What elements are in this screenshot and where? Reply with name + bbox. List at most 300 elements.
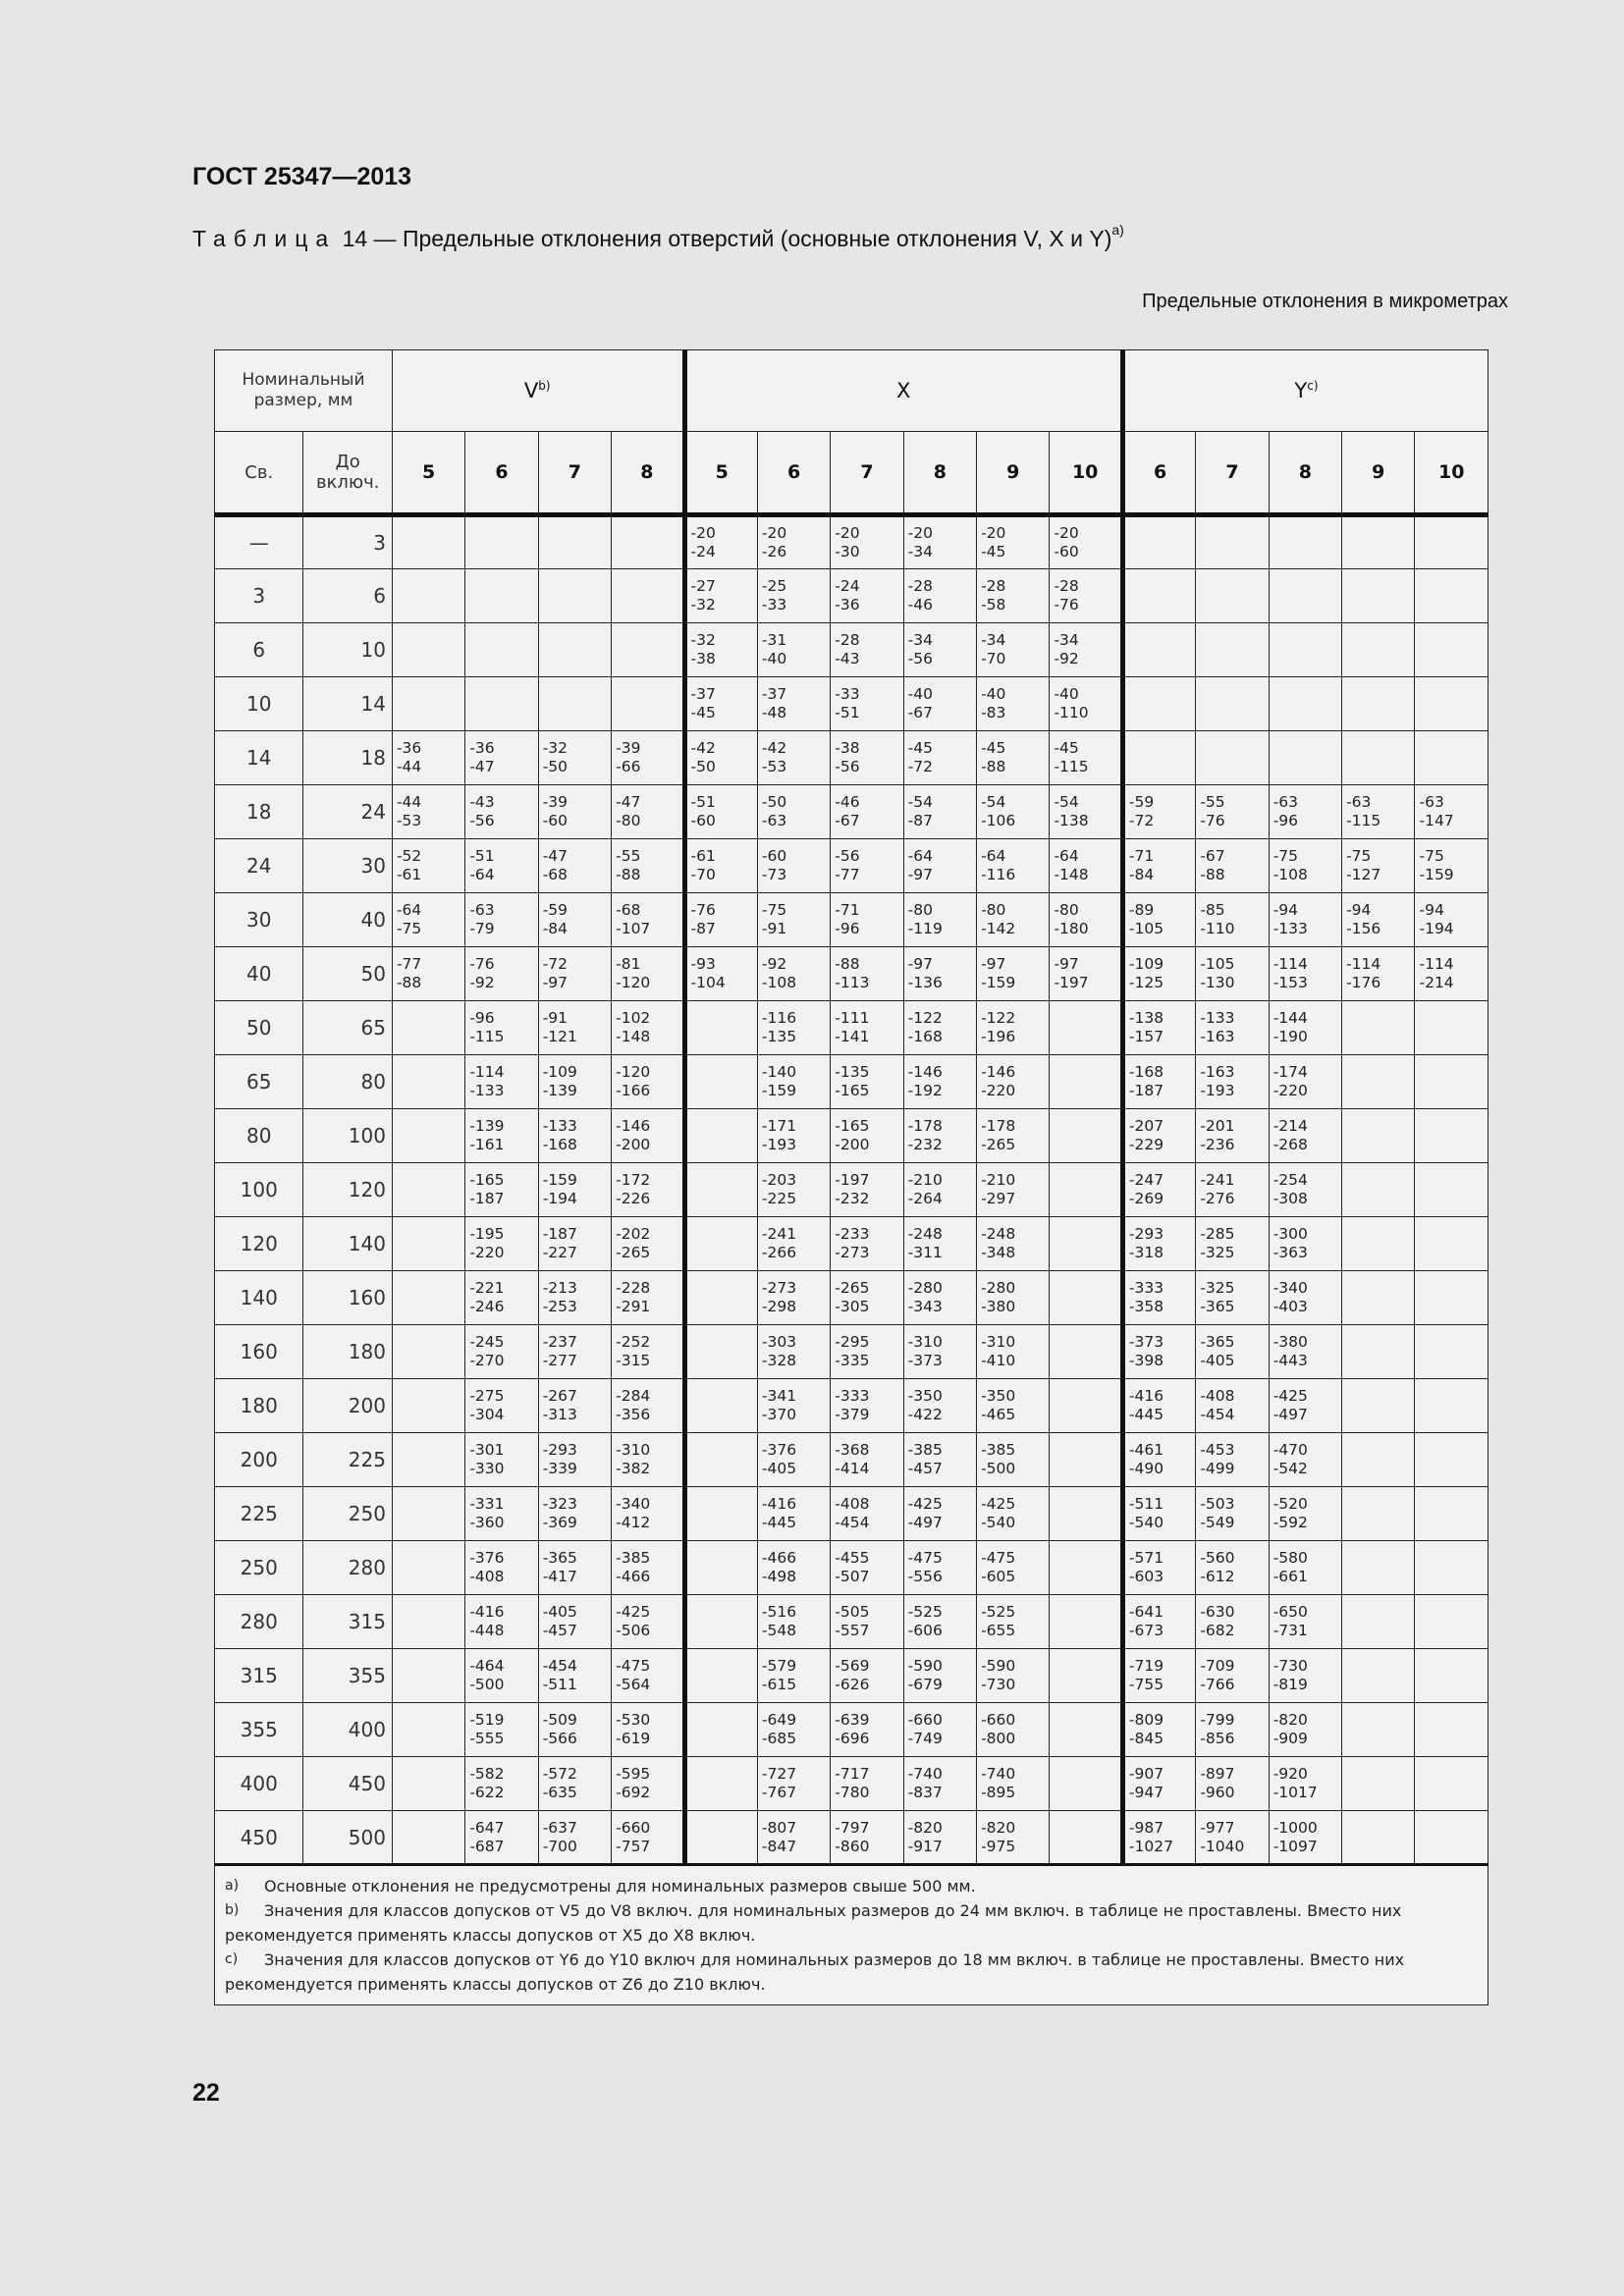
table-row	[215, 1595, 1489, 1649]
upper-deviation: -660	[907, 1711, 943, 1729]
lower-deviation: -548	[761, 1622, 797, 1639]
deviation-cell	[684, 1163, 757, 1217]
upper-deviation: -797	[835, 1818, 870, 1837]
lower-deviation: -276	[1200, 1190, 1235, 1207]
lower-deviation: -313	[542, 1406, 577, 1423]
table-row	[215, 1487, 1489, 1541]
deviation-cell	[757, 515, 830, 569]
upper-deviation: -323	[542, 1495, 577, 1513]
lower-deviation: -88	[396, 974, 422, 991]
lower-deviation: -66	[616, 758, 641, 775]
deviation-cell	[1415, 893, 1489, 947]
lower-deviation: -51	[835, 704, 860, 721]
deviation-cell	[538, 731, 611, 785]
upper-deviation: -293	[542, 1441, 577, 1459]
deviation-cell	[684, 515, 757, 569]
deviation-cell	[684, 1433, 757, 1487]
deviation-cell	[538, 1703, 611, 1757]
deviation-cell	[757, 677, 830, 731]
lower-deviation: -168	[542, 1136, 577, 1153]
deviation-cell	[1269, 839, 1341, 893]
lower-deviation: -60	[690, 812, 716, 829]
lower-deviation: -168	[907, 1028, 943, 1045]
upper-deviation: -75	[1419, 847, 1444, 865]
deviation-cell	[1196, 1163, 1269, 1217]
deviation-cell	[977, 731, 1050, 785]
upper-deviation: -67	[1200, 847, 1225, 865]
upper-deviation: -247	[1128, 1171, 1164, 1189]
lower-deviation: -305	[835, 1298, 870, 1315]
deviation-cell	[831, 947, 903, 1001]
deviation-cell	[1342, 1811, 1415, 1865]
deviation-cell	[1196, 1649, 1269, 1703]
lower-deviation: -265	[981, 1136, 1016, 1153]
deviation-cell	[1269, 1109, 1341, 1163]
grade-header: 10	[1415, 432, 1489, 515]
table-row	[215, 1163, 1489, 1217]
upper-deviation: -63	[1272, 793, 1299, 811]
deviation-cell	[1050, 731, 1122, 785]
deviation-cell	[1122, 515, 1195, 569]
deviation-cell	[392, 569, 464, 623]
upper-deviation: -93	[690, 955, 716, 973]
deviation-cell	[1342, 1325, 1415, 1379]
upper-deviation: -144	[1272, 1009, 1308, 1027]
lower-deviation: -373	[907, 1352, 943, 1369]
size-from-cell: 30	[215, 893, 303, 947]
deviation-cell	[1050, 1325, 1122, 1379]
upper-deviation: -54	[1054, 793, 1079, 811]
deviation-cell	[465, 569, 538, 623]
deviation-cell	[1196, 1541, 1269, 1595]
deviation-cell	[831, 1433, 903, 1487]
upper-deviation: -64	[396, 901, 422, 919]
upper-deviation: -293	[1128, 1225, 1164, 1243]
deviation-cell	[612, 1271, 684, 1325]
upper-deviation: -365	[1200, 1333, 1235, 1351]
deviation-cell	[1415, 1055, 1489, 1109]
upper-deviation: -45	[1054, 739, 1079, 757]
deviation-cell	[1196, 1379, 1269, 1433]
lower-deviation: -500	[469, 1676, 505, 1693]
upper-deviation: -503	[1200, 1495, 1235, 1513]
lower-deviation: -856	[1200, 1730, 1235, 1747]
deviation-cell	[831, 1487, 903, 1541]
upper-deviation: -20	[1054, 524, 1079, 542]
deviation-cell	[977, 839, 1050, 893]
size-from-cell: —	[215, 515, 303, 569]
deviation-cell	[1342, 623, 1415, 677]
deviation-cell	[684, 1703, 757, 1757]
page-number: 22	[192, 2079, 220, 2107]
lower-deviation: -443	[1272, 1352, 1308, 1369]
size-from-cell: 18	[215, 785, 303, 839]
upper-deviation: -178	[981, 1117, 1016, 1135]
group-note-mark: b)	[538, 379, 551, 393]
deviation-cell	[1050, 839, 1122, 893]
deviation-cell	[977, 1595, 1050, 1649]
group-note-mark: c)	[1307, 379, 1319, 393]
upper-deviation: -519	[469, 1711, 505, 1729]
lower-deviation: -273	[835, 1244, 870, 1261]
upper-deviation: -466	[761, 1549, 797, 1567]
upper-deviation: -740	[907, 1765, 943, 1783]
lower-deviation: -87	[690, 920, 716, 937]
lower-deviation: -506	[616, 1622, 651, 1639]
group-name: Y	[1294, 379, 1308, 402]
deviation-cell	[1269, 1433, 1341, 1487]
lower-deviation: -673	[1128, 1622, 1164, 1639]
deviation-cell	[1122, 1271, 1195, 1325]
deviation-cell	[1122, 839, 1195, 893]
deviation-cell	[1342, 731, 1415, 785]
deviation-cell	[1342, 1595, 1415, 1649]
deviation-cell	[1415, 1811, 1489, 1865]
deviation-cell	[465, 1325, 538, 1379]
deviation-cell	[1122, 1649, 1195, 1703]
deviation-cell	[612, 1109, 684, 1163]
upper-deviation: -146	[907, 1063, 943, 1081]
deviation-cell	[757, 893, 830, 947]
deviation-cell	[1050, 1163, 1122, 1217]
lower-deviation: -200	[835, 1136, 870, 1153]
size-to-cell: 10	[303, 623, 392, 677]
upper-deviation: -20	[761, 524, 787, 542]
deviation-cell	[831, 1109, 903, 1163]
deviation-cell	[392, 1541, 464, 1595]
upper-deviation: -91	[542, 1009, 568, 1027]
deviation-cell	[757, 1217, 830, 1271]
deviation-cell	[903, 1757, 976, 1811]
lower-deviation: -84	[542, 920, 568, 937]
deviation-cell	[903, 1541, 976, 1595]
deviation-cell	[538, 1001, 611, 1055]
upper-deviation: -97	[907, 955, 933, 973]
lower-deviation: -1027	[1128, 1837, 1173, 1855]
deviation-cell	[392, 893, 464, 947]
upper-deviation: -579	[761, 1657, 797, 1675]
deviation-cell	[977, 1379, 1050, 1433]
lower-deviation: -50	[690, 758, 716, 775]
lower-deviation: -148	[616, 1028, 651, 1045]
upper-deviation: -237	[542, 1333, 577, 1351]
upper-deviation: -36	[469, 739, 495, 757]
nominal-size-header: Номинальный размер, мм	[215, 350, 393, 432]
deviation-cell	[1415, 677, 1489, 731]
upper-deviation: -740	[981, 1765, 1016, 1783]
deviation-cell	[392, 1757, 464, 1811]
deviation-cell	[392, 1703, 464, 1757]
deviation-cell	[831, 1757, 903, 1811]
lower-deviation: -325	[1200, 1244, 1235, 1261]
upper-deviation: -109	[542, 1063, 577, 1081]
footnote-label: b)	[225, 1902, 240, 1918]
lower-deviation: -845	[1128, 1730, 1164, 1747]
deviation-cell	[1342, 1487, 1415, 1541]
deviation-cell	[977, 1055, 1050, 1109]
deviation-cell	[1196, 1757, 1269, 1811]
upper-deviation: -97	[1054, 955, 1079, 973]
upper-deviation: -172	[616, 1171, 651, 1189]
upper-deviation: -301	[469, 1441, 505, 1459]
lower-deviation: -564	[616, 1676, 651, 1693]
deviation-cell	[1415, 1325, 1489, 1379]
upper-deviation: -33	[835, 685, 860, 703]
deviation-cell	[392, 515, 464, 569]
lower-deviation: -133	[469, 1082, 505, 1099]
deviation-cell	[1269, 677, 1341, 731]
deviation-cell	[538, 1541, 611, 1595]
deviation-cell	[831, 569, 903, 623]
deviation-cell	[612, 731, 684, 785]
lower-deviation: -749	[907, 1730, 943, 1747]
deviation-cell	[1050, 1811, 1122, 1865]
deviation-cell	[757, 1271, 830, 1325]
deviation-cell	[831, 677, 903, 731]
deviation-cell	[757, 731, 830, 785]
upper-deviation: -280	[981, 1279, 1016, 1297]
upper-deviation: -717	[835, 1765, 870, 1783]
deviation-cell	[1196, 1001, 1269, 1055]
lower-deviation: -445	[761, 1514, 797, 1531]
lower-deviation: -148	[1054, 866, 1089, 883]
lower-deviation: -200	[616, 1136, 651, 1153]
table-notes	[215, 1865, 1489, 2005]
upper-deviation: -590	[981, 1657, 1016, 1675]
caption-note-mark: a)	[1111, 222, 1124, 238]
upper-deviation: -59	[542, 901, 568, 919]
deviation-cell	[684, 623, 757, 677]
deviation-cell	[538, 1379, 611, 1433]
upper-deviation: -907	[1128, 1765, 1164, 1783]
deviation-cell	[465, 1757, 538, 1811]
lower-deviation: -72	[1128, 812, 1155, 829]
grade-header: 8	[1269, 432, 1341, 515]
lower-deviation: -445	[1128, 1406, 1164, 1423]
deviation-cell	[1415, 731, 1489, 785]
deviation-cell	[1196, 1217, 1269, 1271]
deviation-cell	[1122, 1595, 1195, 1649]
upper-deviation: -660	[981, 1711, 1016, 1729]
lower-deviation: -692	[616, 1784, 651, 1801]
lower-deviation: -612	[1200, 1568, 1235, 1585]
size-to-cell: 180	[303, 1325, 392, 1379]
deviation-cell	[612, 1757, 684, 1811]
upper-deviation: -807	[761, 1818, 797, 1837]
deviation-cell	[1050, 1595, 1122, 1649]
lower-deviation: -192	[907, 1082, 943, 1099]
upper-deviation: -51	[469, 847, 495, 865]
upper-deviation: -376	[469, 1549, 505, 1567]
deviation-cell	[538, 1217, 611, 1271]
deviation-cell	[392, 623, 464, 677]
size-to-cell: 355	[303, 1649, 392, 1703]
size-to-cell: 500	[303, 1811, 392, 1865]
deviation-cell	[1342, 1217, 1415, 1271]
lower-deviation: -156	[1346, 920, 1381, 937]
size-from-cell: 450	[215, 1811, 303, 1865]
upper-deviation: -195	[469, 1225, 505, 1243]
upper-deviation: -52	[396, 847, 422, 865]
upper-deviation: -590	[907, 1657, 943, 1675]
upper-deviation: -120	[616, 1063, 651, 1081]
deviation-cell	[612, 569, 684, 623]
upper-deviation: -105	[1200, 955, 1235, 973]
lower-deviation: -500	[981, 1460, 1016, 1477]
deviation-cell	[757, 785, 830, 839]
deviation-cell	[1050, 677, 1122, 731]
lower-deviation: -358	[1128, 1298, 1164, 1315]
deviation-cell	[903, 947, 976, 1001]
deviation-cell	[465, 1163, 538, 1217]
deviation-cell	[1196, 947, 1269, 1001]
footnote-text: Значения для классов допусков от Y6 до Y10 включ для номинальных размеров до 18 мм включ. в таблице не проставлены. Вместо них рекомендуется применять классы допусков от Z6 до Z10 включ.	[225, 1950, 1405, 1994]
deviation-cell	[538, 1757, 611, 1811]
upper-deviation: -280	[907, 1279, 943, 1297]
deviation-cell	[757, 947, 830, 1001]
lower-deviation: -448	[469, 1622, 505, 1639]
deviation-cell	[465, 1433, 538, 1487]
deviation-cell	[1122, 1163, 1195, 1217]
upper-deviation: -425	[1272, 1387, 1308, 1405]
lower-deviation: -414	[835, 1460, 870, 1477]
upper-deviation: -45	[907, 739, 933, 757]
lower-deviation: -60	[1054, 543, 1079, 561]
deviation-cell	[465, 839, 538, 893]
deviation-cell	[392, 1595, 464, 1649]
upper-deviation: -27	[690, 577, 716, 595]
deviation-cell	[977, 1217, 1050, 1271]
lower-deviation: -847	[761, 1837, 797, 1855]
lower-deviation: -270	[469, 1352, 505, 1369]
deviation-cell	[538, 1109, 611, 1163]
upper-deviation: -42	[690, 739, 716, 757]
deviation-cell	[465, 785, 538, 839]
lower-deviation: -79	[469, 920, 495, 937]
deviation-cell	[1415, 785, 1489, 839]
upper-deviation: -331	[469, 1495, 505, 1513]
upper-deviation: -525	[907, 1603, 943, 1621]
deviation-cell	[612, 1541, 684, 1595]
upper-deviation: -40	[907, 685, 933, 703]
deviation-cell	[612, 1649, 684, 1703]
size-from-cell: 200	[215, 1433, 303, 1487]
lower-deviation: -44	[396, 758, 422, 775]
table-row	[215, 623, 1489, 677]
deviation-cell	[392, 1217, 464, 1271]
upper-deviation: -61	[690, 847, 716, 865]
deviation-cell	[538, 893, 611, 947]
lower-deviation: -196	[981, 1028, 1016, 1045]
upper-deviation: -64	[907, 847, 933, 865]
lower-deviation: -246	[469, 1298, 505, 1315]
deviation-cell	[831, 1595, 903, 1649]
deviation-cell	[612, 1325, 684, 1379]
upper-deviation: -28	[981, 577, 1006, 595]
size-to-cell: 50	[303, 947, 392, 1001]
upper-deviation: -63	[1419, 793, 1444, 811]
upper-deviation: -595	[616, 1765, 651, 1783]
lower-deviation: -161	[469, 1136, 505, 1153]
lower-deviation: -135	[761, 1028, 797, 1045]
grade-header: 7	[831, 432, 903, 515]
lower-deviation: -499	[1200, 1460, 1235, 1477]
table-row	[215, 1703, 1489, 1757]
upper-deviation: -333	[835, 1387, 870, 1405]
table-row	[215, 1001, 1489, 1055]
deviation-cell	[1269, 785, 1341, 839]
upper-deviation: -560	[1200, 1549, 1235, 1567]
table-row	[215, 515, 1489, 569]
deviation-cell	[538, 1595, 611, 1649]
size-to-cell: 40	[303, 893, 392, 947]
upper-deviation: -138	[1128, 1009, 1164, 1027]
lower-deviation: -92	[1054, 650, 1079, 667]
upper-deviation: -64	[1054, 847, 1079, 865]
deviation-cell	[977, 1649, 1050, 1703]
lower-deviation: -860	[835, 1837, 870, 1855]
upper-deviation: -572	[542, 1765, 577, 1783]
deviation-cell	[1122, 731, 1195, 785]
lower-deviation: -141	[835, 1028, 870, 1045]
deviation-cell	[977, 1703, 1050, 1757]
deviation-cell	[465, 1595, 538, 1649]
lower-deviation: -408	[469, 1568, 505, 1585]
deviation-cell	[538, 1163, 611, 1217]
deviation-cell	[977, 1541, 1050, 1595]
deviation-cell	[1342, 1001, 1415, 1055]
lower-deviation: -730	[981, 1676, 1016, 1693]
upper-deviation: -56	[835, 847, 860, 865]
upper-deviation: -333	[1128, 1279, 1164, 1297]
deviation-cell	[903, 1811, 976, 1865]
units-note: Предельные отклонения в микрометрах	[1142, 291, 1508, 312]
deviation-cell	[977, 1757, 1050, 1811]
table-row	[215, 1379, 1489, 1433]
deviation-cell	[1342, 1649, 1415, 1703]
lower-deviation: -549	[1200, 1514, 1235, 1531]
upper-deviation: -44	[396, 793, 422, 811]
deviation-cell	[684, 731, 757, 785]
lower-deviation: -343	[907, 1298, 943, 1315]
size-to-cell: 80	[303, 1055, 392, 1109]
upper-deviation: -373	[1128, 1333, 1164, 1351]
deviation-cell	[757, 1595, 830, 1649]
upper-deviation: -51	[690, 793, 716, 811]
deviation-cell	[465, 731, 538, 785]
lower-deviation: -36	[835, 596, 860, 614]
deviation-cell	[1269, 1541, 1341, 1595]
upper-deviation: -75	[761, 901, 787, 919]
upper-deviation: -820	[1272, 1711, 1308, 1729]
deviation-cell	[1269, 1379, 1341, 1433]
grade-header: 7	[538, 432, 611, 515]
lower-deviation: -107	[616, 920, 651, 937]
size-from-cell: 250	[215, 1541, 303, 1595]
lower-deviation: -819	[1272, 1676, 1308, 1693]
lower-deviation: -410	[981, 1352, 1016, 1369]
lower-deviation: -382	[616, 1460, 651, 1477]
upper-deviation: -511	[1128, 1495, 1164, 1513]
deviation-cell	[1342, 1163, 1415, 1217]
deviation-cell	[1269, 1649, 1341, 1703]
upper-deviation: -267	[542, 1387, 577, 1405]
upper-deviation: -36	[396, 739, 422, 757]
deviation-cell	[831, 623, 903, 677]
upper-deviation: -111	[835, 1009, 870, 1027]
deviation-cell	[612, 515, 684, 569]
lower-deviation: -91	[761, 920, 787, 937]
